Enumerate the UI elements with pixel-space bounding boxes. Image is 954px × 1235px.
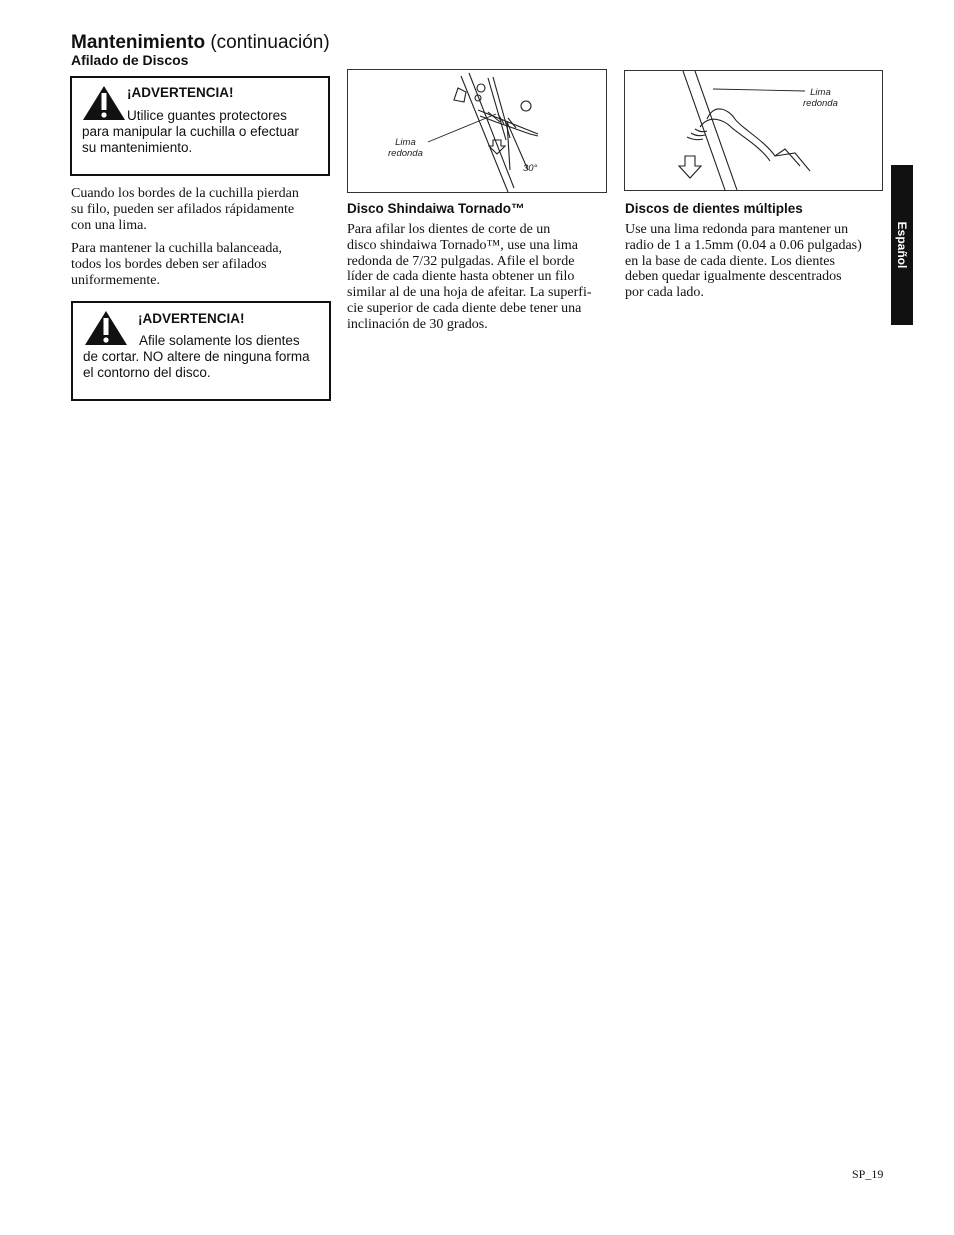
section-text-tornado: Para afilar los dientes de corte de un disco shindaiwa Tornado™, use una lima redonda de 7/32 pulgadas. Afile el borde líder de cada diente hasta obtener un filo similar al de una hoja de afeitar. La superfi- cie superior de cada diente debe tener una inclinación de 30 grados. <box>347 222 592 332</box>
warning-box-teeth <box>71 301 331 401</box>
page-title <box>71 32 330 54</box>
warning-box-gloves <box>70 76 330 176</box>
warning-heading: ¡ADVERTENCIA! <box>127 85 234 100</box>
warning-text: Afile solamente los dientes de cortar. NO altere de ninguna forma el contorno del disco. <box>83 333 310 380</box>
illustration-file-on-multitooth <box>625 71 882 190</box>
warning-text: Utilice guantes protectores para manipular la cuchilla o efectuar su mantenimiento. <box>82 108 299 155</box>
page-title-main: Mantenimiento <box>71 32 206 53</box>
warning-heading: ¡ADVERTENCIA! <box>138 311 245 326</box>
language-tab-label: Español <box>895 221 909 269</box>
figure-label-angle: 30° <box>523 163 538 174</box>
section-heading-tornado: Disco Shindaiwa Tornado™ <box>347 201 525 216</box>
language-tab <box>891 165 913 325</box>
page-title-continuation: (continuación) <box>210 32 330 53</box>
figure-label-round-file: Lima redonda <box>388 137 423 159</box>
figure-label-round-file: Lima redonda <box>803 87 838 109</box>
section-text-multitooth: Use una lima redonda para mantener un radio de 1 a 1.5mm (0.04 a 0.06 pulgadas) en la base de cada diente. Los dientes deben quedar igualmente descentrados por cada lado. <box>625 222 862 301</box>
section-subtitle: Afilado de Discos <box>71 52 189 68</box>
section-heading-multitooth: Discos de dientes múltiples <box>625 201 803 216</box>
page-number: SP_19 <box>852 1167 884 1181</box>
paragraph-balance: Para mantener la cuchilla balanceada, todos los bordes deben ser afilados uniformemente. <box>71 241 283 288</box>
paragraph-dull-edges: Cuando los bordes de la cuchilla pierdan su filo, pueden ser afilados rápidamente con una lima. <box>71 186 299 233</box>
illustration-file-on-tooth <box>348 70 606 192</box>
figure-tornado-sharpening <box>347 69 607 193</box>
figure-multitooth-sharpening <box>624 70 883 191</box>
